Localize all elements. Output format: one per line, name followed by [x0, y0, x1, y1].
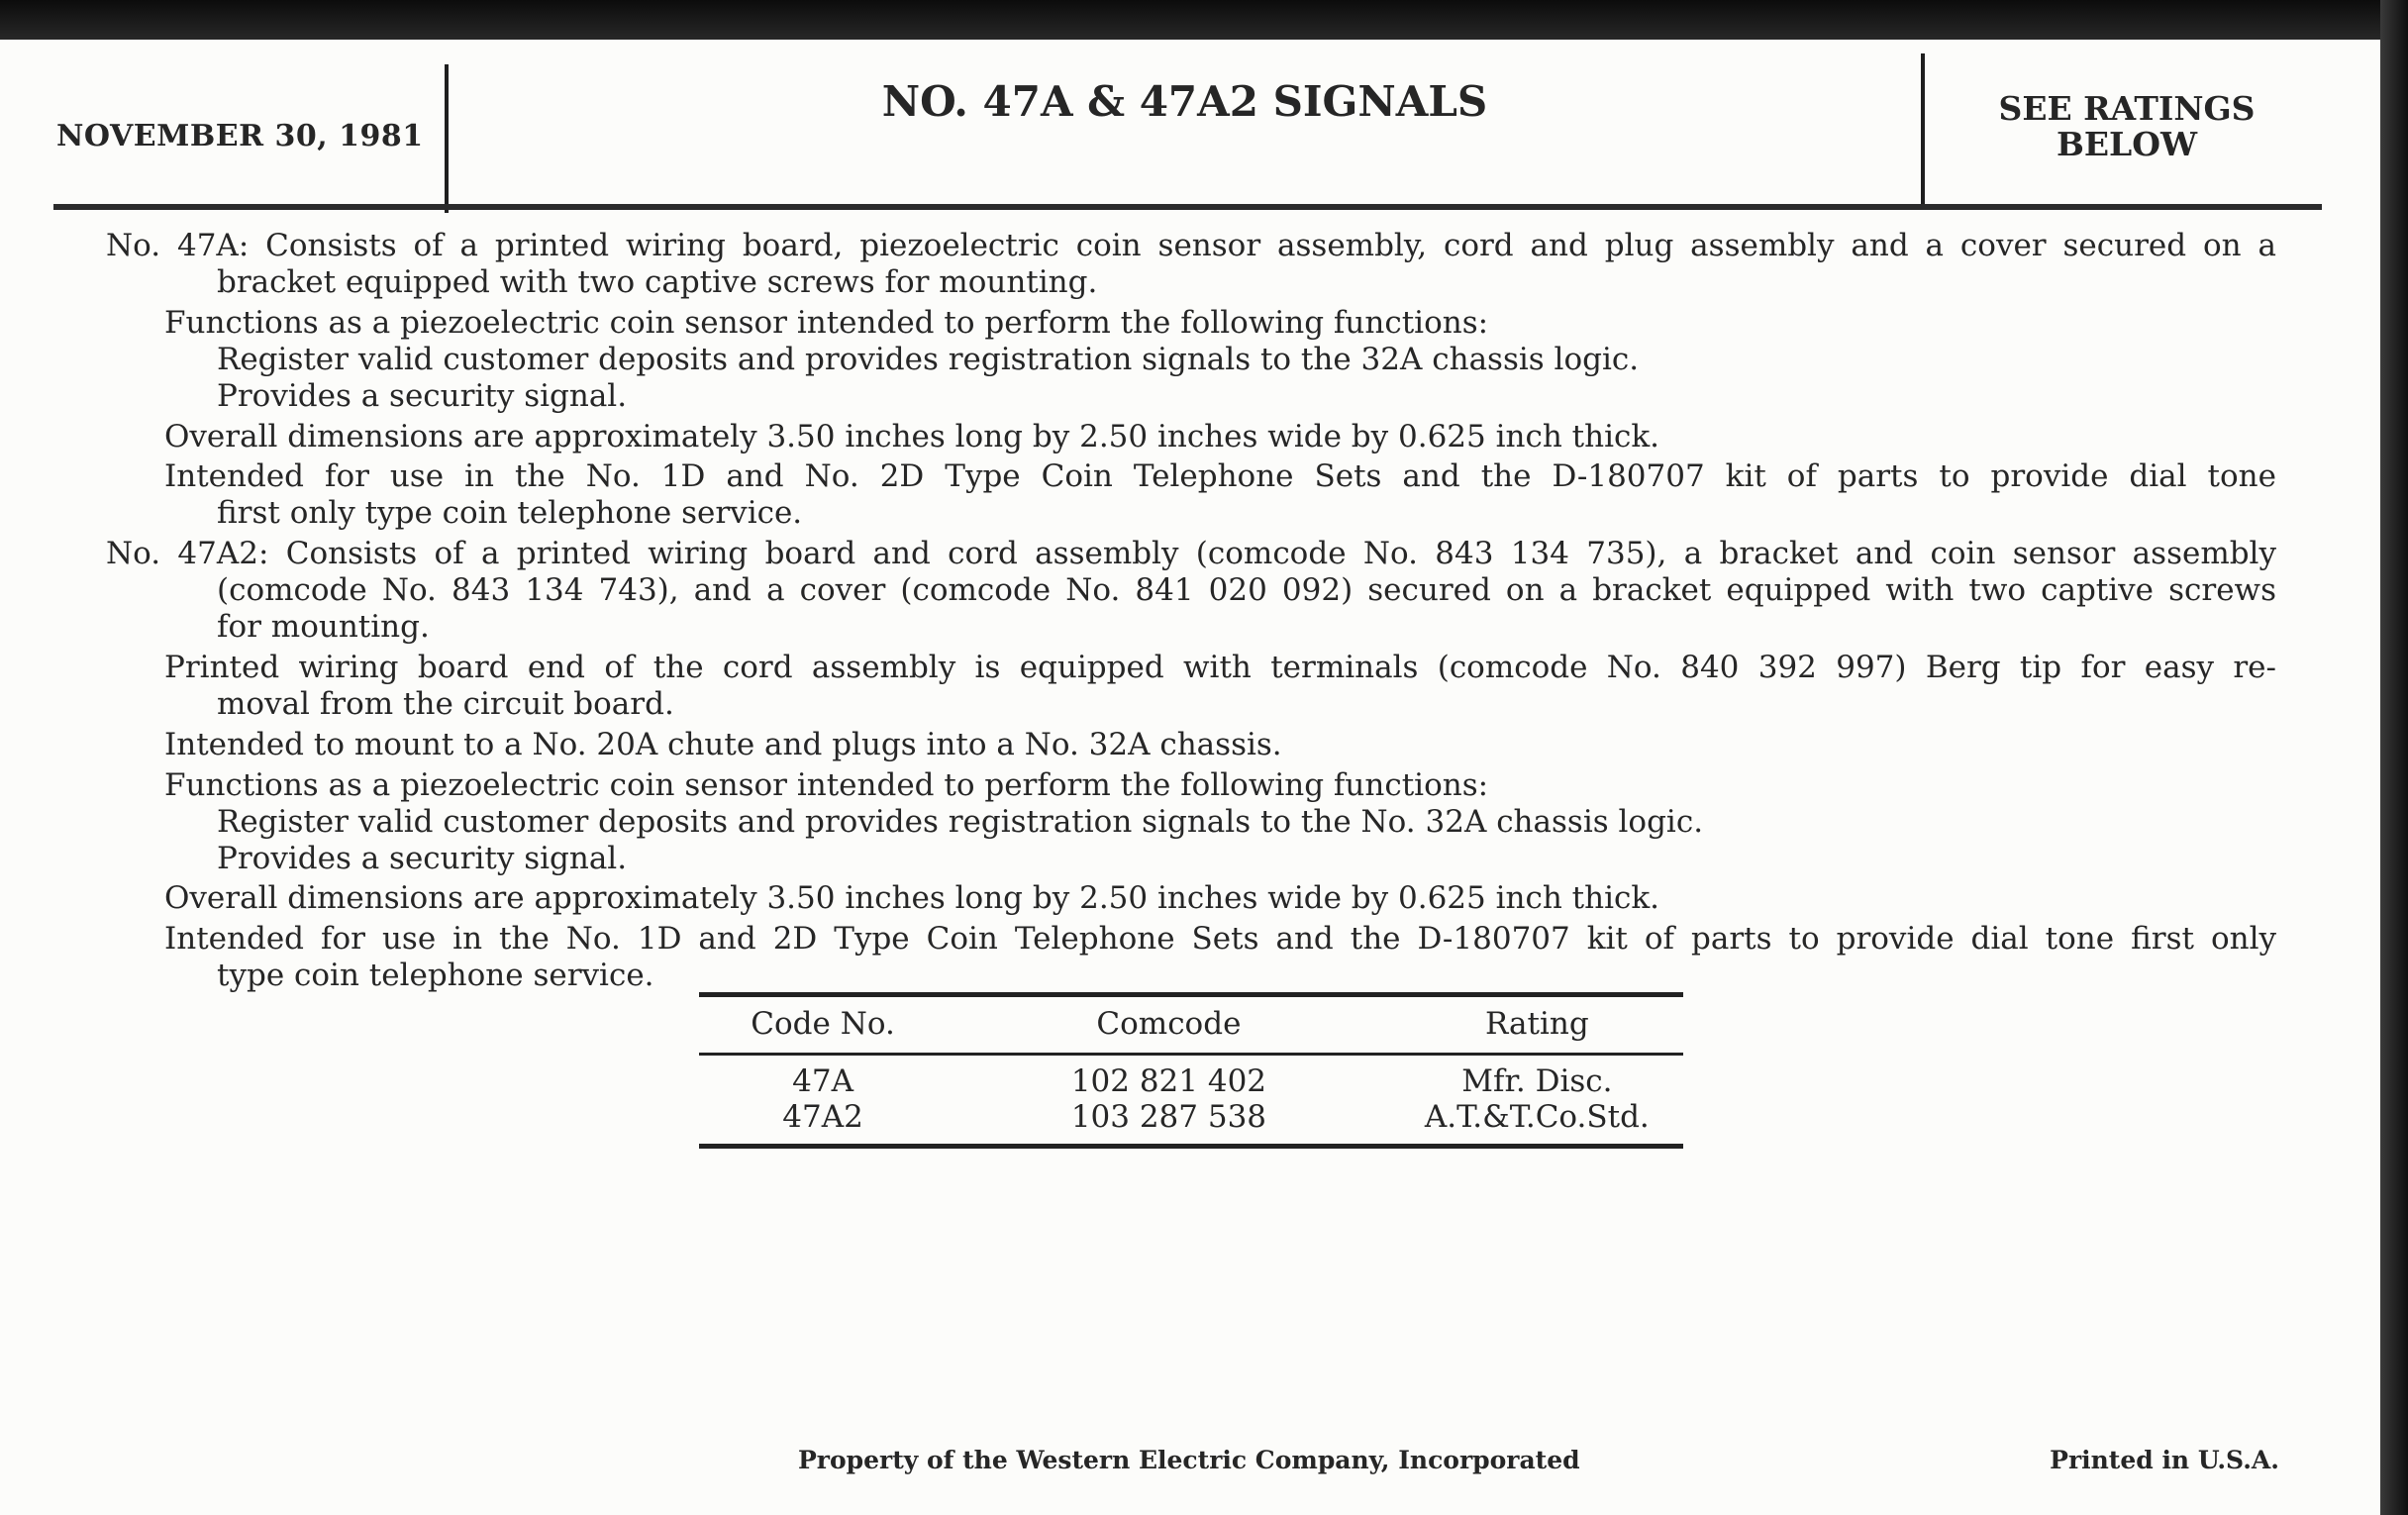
cell-rating: A.T.&T.Co.Std. — [1424, 1099, 1650, 1135]
header-rule — [53, 204, 2322, 210]
document-body — [0, 228, 2382, 994]
paragraph — [0, 419, 2382, 455]
text-line: Overall dimensions are approximately 3.50 inches long by 2.50 inches wide by 0.625 inch thick. — [164, 418, 1659, 454]
text-line: Provides a security signal. — [217, 377, 628, 414]
paragraph — [0, 921, 2382, 994]
text-line: Provides a security signal. — [217, 840, 628, 876]
document-date: NOVEMBER 30, 1981 — [56, 119, 424, 153]
text-line: for mounting. — [217, 609, 430, 646]
text-line: No. 47A2: Consists of a printed wiring board and cord assembly (comcode No. 843 134 735), a bracket and coin sensor assembly — [106, 536, 2276, 572]
column-header-rating: Rating — [1485, 1006, 1589, 1042]
text-line: Functions as a piezoelectric coin sensor intended to perform the following functions: — [164, 766, 1489, 803]
table-row — [699, 1063, 1683, 1099]
paragraph — [0, 228, 2382, 301]
text-line: moval from the circuit board. — [217, 685, 674, 722]
paragraph — [0, 536, 2382, 646]
cell-code: 47A — [792, 1063, 853, 1099]
text-line: first only type coin telephone service. — [217, 495, 803, 532]
footer-property-notice: Property of the Western Electric Company, Incorporated — [798, 1446, 1580, 1474]
paragraph — [0, 305, 2382, 415]
ratings-note-line2: BELOW — [2056, 125, 2198, 163]
text-line: No. 47A: Consists of a printed wiring board, piezoelectric coin sensor assembly, cord and plug assembly and a cover secured on a — [106, 228, 2276, 263]
ratings-note — [1927, 91, 2327, 162]
paragraph — [0, 458, 2382, 532]
paragraph — [0, 650, 2382, 723]
text-line: Intended for use in the No. 1D and 2D Type Coin Telephone Sets and the D-180707 kit of parts to provide dial tone first only — [164, 921, 2276, 958]
scan-right-border — [2380, 0, 2408, 1515]
text-line: Printed wiring board end of the cord assembly is equipped with terminals (comcode No. 840 392 997) Berg tip for easy re- — [164, 649, 2276, 685]
text-line: bracket equipped with two captive screws for mounting. — [217, 264, 1098, 300]
paragraph — [0, 880, 2382, 917]
footer-printed-in: Printed in U.S.A. — [2050, 1446, 2279, 1474]
column-header-code: Code No. — [751, 1006, 895, 1042]
text-line: (comcode No. 843 134 743), and a cover (comcode No. 841 020 092) secured on a bracket equipped with two captive screws — [217, 572, 2276, 609]
text-line: Register valid customer deposits and provides registration signals to the No. 32A chassis logic. — [217, 803, 1704, 840]
cell-code: 47A2 — [782, 1099, 863, 1135]
text-line: type coin telephone service. — [217, 958, 654, 994]
cell-comcode: 102 821 402 — [1070, 1063, 1267, 1099]
table-row — [699, 1099, 1683, 1135]
text-line: Overall dimensions are approximately 3.50 inches long by 2.50 inches wide by 0.625 inch thick. — [164, 880, 1659, 917]
paragraph — [0, 727, 2382, 763]
text-line: Functions as a piezoelectric coin sensor intended to perform the following functions: — [164, 304, 1489, 341]
text-line: Intended for use in the No. 1D and No. 2D Type Coin Telephone Sets and the D-180707 kit of parts to provide dial tone — [164, 458, 2276, 495]
document-title: NO. 47A & 47A2 SIGNALS — [881, 77, 1488, 126]
ratings-note-line1: SEE RATINGS — [1998, 89, 2256, 128]
paragraph — [0, 767, 2382, 877]
cell-comcode: 103 287 538 — [1070, 1099, 1267, 1135]
text-line: Register valid customer deposits and provides registration signals to the 32A chassis logic. — [217, 341, 1640, 377]
column-header-comcode: Comcode — [1096, 1006, 1242, 1042]
table-header-row — [699, 994, 1683, 1054]
scan-top-border — [0, 0, 2408, 44]
table-bottom-rule — [699, 1144, 1683, 1149]
text-line: Intended to mount to a No. 20A chute and plugs into a No. 32A chassis. — [164, 726, 1282, 762]
ratings-table — [699, 994, 1683, 1135]
header-divider-right — [1921, 53, 1925, 204]
cell-rating: Mfr. Disc. — [1461, 1063, 1613, 1099]
